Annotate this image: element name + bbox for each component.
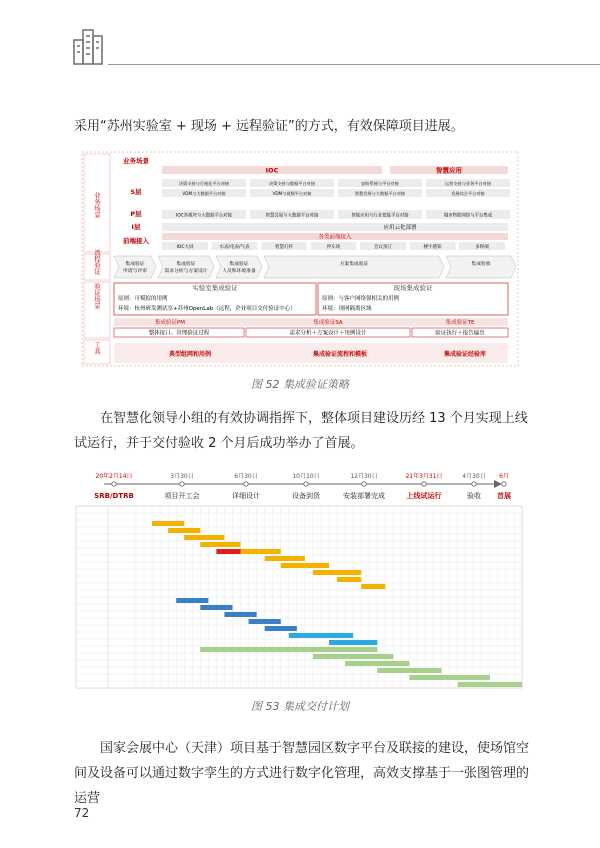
milestone-label: SRB/DTRB (94, 492, 134, 500)
milestone-date: 6月 (499, 473, 509, 480)
flow-step (216, 256, 262, 278)
milestone-label: 上线试运行 (406, 492, 442, 500)
p-cell-label: IOC各模块与大数据平台对接 (175, 213, 233, 219)
gantt-bar (184, 535, 224, 540)
milestone-date: 4月30日 (462, 473, 486, 480)
milestone-label: 设备到货 (292, 492, 320, 500)
gantt-bar (281, 563, 329, 568)
lab-line-1: 原则：可模拟的用例 (118, 296, 168, 302)
milestone-date: 6月30日 (234, 473, 258, 480)
row-smart-app: 智慧应用 (436, 166, 462, 175)
flow-step (158, 256, 214, 278)
gantt-bar (313, 654, 393, 659)
s-cell-label: 智慧会展与大数据平台对接 (354, 191, 406, 196)
gantt-bar (329, 640, 377, 645)
milestone-date: 21年3月31日 (405, 473, 443, 480)
gantt-bar (313, 570, 361, 575)
gantt-bar (216, 549, 240, 554)
s-cell-label: VDM与大数据平台对接 (182, 191, 226, 196)
gantt-chart (74, 470, 526, 692)
lab-line-2: 环境：杭州研发测试室+苏州OpenLab（远程，企业项目交付验证中心） (118, 306, 296, 312)
gantt-bar (152, 521, 184, 526)
flow-step-label: 人员和环境准备 (222, 269, 256, 274)
figure-52-integration-strategy (80, 150, 520, 370)
site-line-1: 原则：与客户网络强相关的用例 (322, 296, 400, 302)
flow-step-label: 申请与评审 (123, 269, 147, 274)
site-line-2: 环境：现网隔离区域 (322, 306, 372, 312)
front-cell-label: 会议预订 (374, 245, 392, 250)
gantt-bar (168, 528, 200, 533)
p-cell-label: 智能应用与行业使能平台对接 (351, 213, 409, 219)
milestone-dot (502, 482, 506, 486)
row-ioc: IOC (265, 166, 279, 175)
row-scene: 业务场景 (123, 157, 149, 165)
p-cell-label: 智慧会展与大数据平台对接 (265, 213, 319, 219)
duty-sa: 需求分析＋方案设计＋用例设计 (289, 330, 367, 337)
flow-step-label: 方案集成验证 (339, 262, 369, 267)
gantt-bar (345, 661, 409, 666)
flow-step-label: 集成验证 (125, 262, 145, 267)
s-cell-label: VDM与视频平台对接 (272, 191, 312, 196)
role-pm: 集成验证PM (154, 320, 186, 326)
gantt-bar (200, 647, 377, 652)
figure-53-delivery-plan (74, 470, 526, 692)
flow-step-label: 集成验证 (229, 262, 249, 267)
front-cell-label: 多终端 (475, 245, 489, 250)
gantt-bar (458, 682, 522, 687)
milestone-dot (244, 482, 248, 486)
site-title: 现场集成验证 (393, 284, 433, 292)
milestone-date: 12月30日 (350, 473, 378, 480)
gantt-bar (200, 542, 240, 547)
tool-1: 典型组网和用例 (168, 351, 212, 358)
role-te: 集成验证TE (445, 320, 475, 326)
row-p-layer: P层 (130, 210, 142, 218)
flow-step-label: 集成验收 (471, 262, 491, 267)
side-label-scene: 业务场景 (93, 192, 101, 218)
milestone-date: 10月10日 (292, 473, 320, 480)
tool-2: 集成验证流程和模板 (312, 351, 368, 358)
paragraph-2: 在智慧化领导小组的有效协调指挥下，整体项目建设历经 13 个月实现上线试运行，并于交付验收 2 个月后成功举办了首展。 (74, 411, 528, 451)
building-logo-icon (72, 26, 106, 66)
header-rule (108, 64, 600, 65)
gantt-bar (249, 619, 281, 624)
flow-step-label: 需求分析与方案设计 (164, 269, 208, 274)
gantt-bar (224, 612, 256, 617)
front-cell-label: 智慧灯杆 (275, 245, 293, 250)
lab-title: 实验室集成验证 (192, 284, 238, 292)
gantt-bar (337, 577, 361, 582)
milestone-label: 验收 (467, 492, 481, 500)
side-label-verify: 验证场景 (93, 283, 101, 309)
figure-53-caption: 图 53 集成交付计划 (251, 700, 349, 713)
tool-3: 集成验证经验库 (443, 351, 487, 358)
milestone-dot (180, 482, 184, 486)
milestone-dot (472, 482, 476, 486)
milestone-dot (362, 482, 366, 486)
s-cell-label: 会展综合平台对接 (451, 191, 485, 196)
duty-pm: 整体接口、管理验证过程 (148, 330, 210, 337)
side-label-tools: 工具 (93, 341, 101, 355)
gantt-bar (265, 626, 297, 631)
side-label-flow: 流程验证 (93, 249, 101, 275)
row-front-access: 前端接入 (123, 237, 149, 245)
milestone-dot (112, 482, 116, 486)
milestone-label: 项目开工会 (164, 492, 200, 500)
paragraph-3: 国家会展中心（天津）项目基于智慧园区数字平台及联接的建设，使场馆空间及设备可以通过数字孪生的方式进行数字化管理，高效支撑基于一张图管理的运营 (74, 741, 530, 806)
front-cell-label: 楼宇感知 (423, 245, 442, 250)
s-cell-label: 运营支持与业务平台对接 (444, 181, 492, 186)
strategy-diagram (80, 150, 520, 370)
front-access-sub: 各类前端接入 (318, 234, 352, 241)
milestone-dot (304, 482, 308, 486)
milestone-label: 详细设计 (232, 492, 260, 500)
milestone-label: 首展 (497, 492, 511, 500)
row-i-layer: I层 (131, 223, 141, 231)
p-cell-label: 城市物联网络与平台集成 (443, 213, 493, 219)
milestone-date: 3月30日 (170, 473, 194, 480)
i-cell: 应用云化部署 (383, 225, 417, 231)
duty-te: 验证执行＋报告输出 (435, 330, 485, 337)
gantt-bar (409, 675, 489, 680)
front-cell-label: IOC大屏 (176, 245, 194, 250)
front-cell-label: 停车场 (326, 245, 341, 250)
gantt-bar (241, 549, 281, 554)
row-s-layer: S层 (130, 188, 142, 196)
s-cell-label: 决策支持与数据平台对接 (268, 181, 316, 186)
flow-step (446, 256, 516, 278)
gantt-bar (377, 668, 441, 673)
gantt-bar (176, 598, 208, 603)
flow-step (114, 256, 156, 278)
page-number: 72 (74, 806, 90, 820)
milestone-date: 20年2月14日 (95, 473, 133, 480)
gantt-bar (200, 605, 232, 610)
role-sa: 集成验证SA (313, 320, 343, 326)
flow-step-label: 集成验证 (176, 262, 196, 267)
front-cell-label: 水表/电表/气表 (219, 245, 250, 250)
paragraph-1: 采用“苏州实验室 + 现场 + 远程验证”的方式，有效保障项目进展。 (74, 119, 464, 134)
s-cell-label: 决策支持与可视化平台对接 (178, 181, 230, 186)
s-cell-label: 安防系统与平台对接 (361, 181, 399, 186)
milestone-dot (422, 482, 426, 486)
gantt-bar (361, 584, 385, 589)
milestone-label: 安装部署完成 (343, 492, 385, 500)
figure-52-caption: 图 52 集成验证策略 (251, 378, 349, 391)
flow-step (264, 256, 444, 278)
gantt-bar (289, 633, 353, 638)
gantt-bar (265, 556, 305, 561)
